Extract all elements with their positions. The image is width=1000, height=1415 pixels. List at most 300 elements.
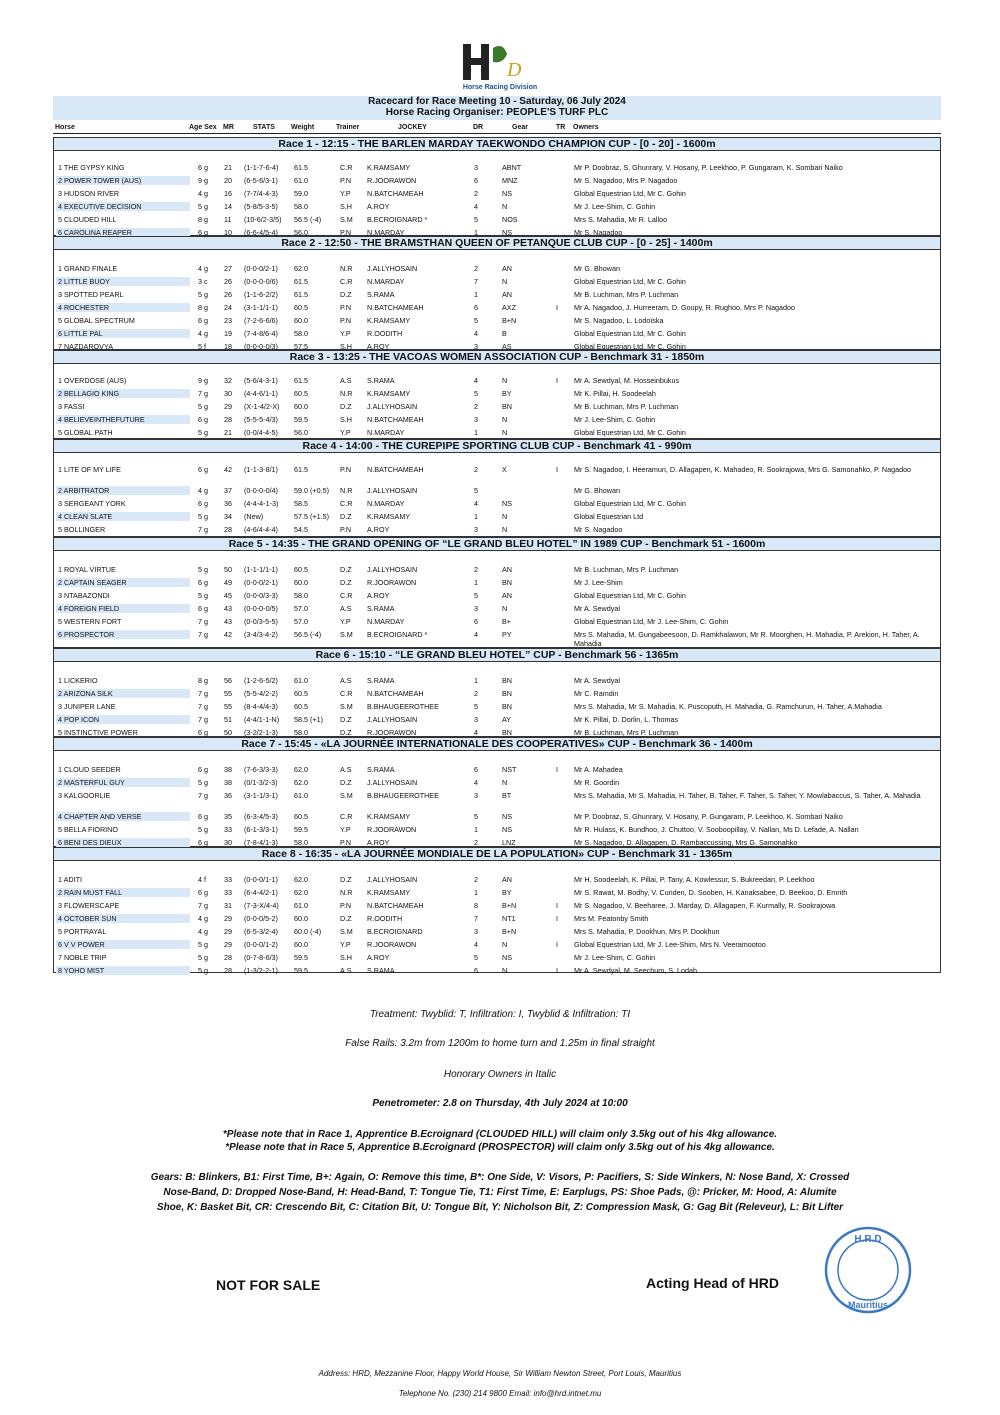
gear: NS bbox=[502, 812, 512, 821]
owners: Mr S. Nagadoo, V. Beeharee, J. Marday, D. Allagapen, F. Kurmally, R. Sookrajowa bbox=[574, 901, 836, 910]
jockey: N.BATCHAMEAH bbox=[367, 465, 424, 474]
stats: (4-4/1-1-N) bbox=[244, 715, 280, 724]
trainer: D.Z bbox=[340, 914, 352, 923]
gear: BT bbox=[502, 791, 512, 800]
trainer: S.M bbox=[340, 630, 353, 639]
horse-name: 5 PORTRAYAL bbox=[58, 927, 107, 936]
trainer: S.M bbox=[340, 702, 353, 711]
age-sex: 4 g bbox=[198, 914, 208, 923]
owners: Global Equestrian Ltd, Mr C. Gohin bbox=[574, 342, 686, 351]
owners: Global Equestrian Ltd, Mr J. Lee-Shim, Mrs N. Veeramootoo bbox=[574, 940, 766, 949]
gear: NST bbox=[502, 765, 517, 774]
horse-name: 1 LICKERIO bbox=[58, 676, 98, 685]
weight: 56.5 (-4) bbox=[294, 215, 322, 224]
weight: 56.0 bbox=[294, 228, 308, 237]
draw: 2 bbox=[474, 689, 478, 698]
horse-name: 1 CLOUD SEEDER bbox=[58, 765, 121, 774]
stats: (4-4-4-1-3) bbox=[244, 499, 279, 508]
gear: ABNT bbox=[502, 163, 522, 172]
horse-name: 6 BENI DES DIEUX bbox=[56, 838, 190, 847]
horse-name: 7 NAZDAROVYA bbox=[58, 342, 113, 351]
age-sex: 5 g bbox=[198, 290, 208, 299]
gear: AS bbox=[502, 342, 512, 351]
owners: Mr S. Nagadoo, I. Heeramun, D. Allagapen, K. Mahadeo, R. Sookrajowa, Mrs G. Samonahko, P. Nagadoo bbox=[574, 465, 912, 474]
weight: 59.0 (+0.5) bbox=[294, 486, 329, 495]
trainer: Y.P bbox=[340, 940, 351, 949]
race-7 bbox=[53, 737, 941, 847]
mr: 29 bbox=[224, 914, 232, 923]
mr: 23 bbox=[224, 316, 232, 325]
jockey: J.ALLYHOSAIN bbox=[367, 778, 418, 787]
mr: 36 bbox=[224, 499, 232, 508]
gear: AXZ bbox=[502, 303, 516, 312]
stats: (3-1-1/1-1) bbox=[244, 303, 278, 312]
horse-name: 5 GLOBAL PATH bbox=[58, 428, 113, 437]
trainer: P.N bbox=[340, 228, 352, 237]
weight: 58.0 bbox=[294, 329, 308, 338]
trainer: S.M bbox=[340, 927, 353, 936]
mr: 37 bbox=[224, 486, 232, 495]
horse-name: 4 FOREIGN FIELD bbox=[56, 604, 190, 613]
gear: BN bbox=[502, 728, 512, 737]
address: Address: HRD, Mezzanine Floor, Happy World House, Sir William Newton Street, Port Louis, Mauritius bbox=[318, 1369, 682, 1378]
age-sex: 5 g bbox=[198, 778, 208, 787]
gear: N bbox=[502, 376, 508, 385]
rails-note: False Rails: 3.2m from 1200m to home turn and 1.25m in final straight bbox=[345, 1038, 655, 1049]
jockey: S.RAMA bbox=[367, 376, 395, 385]
mr: 11 bbox=[224, 215, 232, 224]
horse-name: 7 NOBLE TRIP bbox=[58, 953, 107, 962]
mr: 14 bbox=[224, 202, 232, 211]
weight: 57.0 bbox=[294, 604, 308, 613]
stats: (8-4-4/4-3) bbox=[244, 702, 278, 711]
horse-name: 1 ADITI bbox=[58, 875, 82, 884]
treatment: I bbox=[556, 303, 558, 312]
gear: BN bbox=[502, 578, 512, 587]
draw: 5 bbox=[474, 953, 478, 962]
trainer: D.Z bbox=[340, 290, 352, 299]
weight: 62.0 bbox=[294, 888, 308, 897]
trainer: D.Z bbox=[340, 778, 352, 787]
owners: Mr S. Nagadoo, D. Allagapen, D. Rambaccussing, Mrs G. Samonahko bbox=[574, 838, 798, 847]
stats: (6-6-4/5-4) bbox=[244, 228, 278, 237]
horse-name: 2 LITTLE BUOY bbox=[56, 277, 190, 286]
owners: Global Equestrian Ltd, Mr C. Gohin bbox=[574, 499, 686, 508]
jockey: N.MARDAY bbox=[367, 228, 405, 237]
weight: 60.0 (-4) bbox=[294, 927, 322, 936]
jockey: R.JOORAWON bbox=[367, 940, 417, 949]
mr: 32 bbox=[224, 376, 232, 385]
jockey: K.RAMSAMY bbox=[367, 888, 411, 897]
mr: 28 bbox=[224, 525, 232, 534]
stats: (6-5-3/2-4) bbox=[244, 927, 278, 936]
horse-name: 1 ROYAL VIRTUE bbox=[58, 565, 116, 574]
gear: X bbox=[502, 465, 507, 474]
trainer: N.R bbox=[340, 389, 353, 398]
draw: 4 bbox=[474, 376, 478, 385]
stats: (6-1-3/3-1) bbox=[244, 825, 278, 834]
stats: (0-0/4-4-5) bbox=[244, 428, 278, 437]
gears-legend: Gears: B: Blinkers, B1: First Time, B+: Again, O: Remove this time, B*: One Side, V: Visors, P: Pacifiers, S: Side Winkers, N: Nose Band, X: Crossed Nose-Band, D: Dropped Nose-Band, H: Head-Band, T: Tongue Tie, T1: First Time, E: Earplugs, PS: Shoe Pads, @: Pricker, M: Hood, A: Alumite Shoe, K: Basket Bit, CR: Crescendo Bit, C: Citation Bit, U: Tongue Bit, Y: Nicholson Bit, Z: Compression Mask, G: Gag Bit (Releveur), L: Bit Lifter bbox=[150, 1172, 850, 1213]
horse-name: 3 NTABAZONDI bbox=[58, 591, 110, 600]
stats: (5-5-4/2-2) bbox=[244, 689, 278, 698]
horse-name: 3 SPOTTED PEARL bbox=[58, 290, 124, 299]
treatment: I bbox=[556, 901, 558, 910]
gear: NS bbox=[502, 953, 512, 962]
draw: 1 bbox=[474, 825, 478, 834]
weight: 56.0 bbox=[294, 428, 308, 437]
age-sex: 9 g bbox=[198, 176, 208, 185]
mr: 30 bbox=[224, 389, 232, 398]
jockey: S.RAMA bbox=[367, 676, 395, 685]
trainer: C.R bbox=[340, 163, 353, 172]
age-sex: 6 g bbox=[198, 465, 208, 474]
weight: 61.0 bbox=[294, 676, 308, 685]
trainer: P.N bbox=[340, 465, 352, 474]
col-owners: Owners bbox=[573, 124, 599, 131]
age-sex: 7 g bbox=[198, 715, 208, 724]
weight: 60.0 bbox=[294, 402, 308, 411]
stats: (0-0-0/2-1) bbox=[244, 578, 278, 587]
stats: (New) bbox=[244, 512, 264, 521]
age-sex: 5 g bbox=[198, 940, 208, 949]
jockey: J.ALLYHOSAIN bbox=[367, 264, 418, 273]
col-dr: DR bbox=[473, 124, 484, 131]
trainer: D.Z bbox=[340, 875, 352, 884]
col-horse: Horse bbox=[55, 124, 75, 131]
age-sex: 6 g bbox=[198, 812, 208, 821]
stats: (7-4-8/6-4) bbox=[244, 329, 278, 338]
trainer: P.N bbox=[340, 176, 352, 185]
draw: 7 bbox=[474, 277, 478, 286]
weight: 58.5 (+1) bbox=[294, 715, 323, 724]
stats: (0-0-0-0/6) bbox=[244, 277, 278, 286]
horse-name: 3 JUNIPER LANE bbox=[58, 702, 116, 711]
trainer: C.R bbox=[340, 277, 353, 286]
race-title: Race 5 - 14:35 - THE GRAND OPENING OF “LE GRAND BLEU HOTEL” IN 1989 CUP - Benchmark 51 - 1600m bbox=[54, 538, 940, 551]
age-sex: 5 f bbox=[198, 342, 206, 351]
age-sex: 6 g bbox=[198, 578, 208, 587]
mr: 42 bbox=[224, 465, 232, 474]
mr: 33 bbox=[224, 875, 232, 884]
gear: BN bbox=[502, 689, 512, 698]
draw: 3 bbox=[474, 791, 478, 800]
draw: 5 bbox=[474, 389, 478, 398]
age-sex: 7 g bbox=[198, 617, 208, 626]
horse-name: 4 OCTOBER SUN bbox=[56, 914, 190, 923]
weight: 59.5 bbox=[294, 953, 308, 962]
trainer: D.Z bbox=[340, 715, 352, 724]
claim-note-race5: *Please note that in Race 5, Apprentice B.Ecroignard (PROSPECTOR) will claim only 3.5kg out of his 4kg allowance. bbox=[225, 1142, 775, 1153]
weight: 58.5 bbox=[294, 499, 308, 508]
stats: (X-1-4/2-X) bbox=[244, 402, 280, 411]
draw: 6 bbox=[474, 765, 478, 774]
stats: (4-4-6/1-1) bbox=[244, 389, 278, 398]
stats: (7-8-4/1-3) bbox=[244, 838, 278, 847]
horse-name: 5 BELLA FIORINO bbox=[58, 825, 118, 834]
phone-email: Telephone No. (230) 214 9800 Email: info@hrd.intnet.mu bbox=[398, 1389, 602, 1398]
draw: 5 bbox=[474, 486, 478, 495]
jockey: S.RAMA bbox=[367, 290, 395, 299]
gear: BN bbox=[502, 702, 512, 711]
draw: 2 bbox=[474, 838, 478, 847]
draw: 3 bbox=[474, 163, 478, 172]
owners: Mrs S. Mahadia, M. Gungabeesoon, D. Ramkhalawon, Mr R. Moorghen, H. Mahadia, P. Arekion, H. Taher, A. Mahadia bbox=[574, 630, 920, 648]
trainer: C.R bbox=[340, 689, 353, 698]
stats: (7-2-6-6/6) bbox=[244, 316, 278, 325]
weight: 61.0 bbox=[294, 901, 308, 910]
gear: N bbox=[502, 512, 508, 521]
horse-name: 2 CAPTAIN SEAGER bbox=[56, 578, 190, 587]
weight: 58.0 bbox=[294, 838, 308, 847]
weight: 60.5 bbox=[294, 389, 308, 398]
gear: AN bbox=[502, 264, 512, 273]
weight: 61.0 bbox=[294, 791, 308, 800]
age-sex: 4 g bbox=[198, 329, 208, 338]
owners: Global Equestrian Ltd bbox=[574, 512, 644, 521]
gear: NT1 bbox=[502, 914, 516, 923]
draw: 1 bbox=[474, 290, 478, 299]
age-sex: 7 g bbox=[198, 901, 208, 910]
owners: Mr B. Luchman, Mrs P. Luchman bbox=[574, 565, 679, 574]
mr: 36 bbox=[224, 791, 232, 800]
weight: 59.5 bbox=[294, 415, 308, 424]
weight: 61.5 bbox=[294, 163, 308, 172]
gear: B+N bbox=[502, 901, 517, 910]
gear: N bbox=[502, 525, 508, 534]
draw: 3 bbox=[474, 415, 478, 424]
jockey: B.BHAUGEEROTHEE bbox=[367, 702, 439, 711]
race-title: Race 3 - 13:25 - THE VACOAS WOMEN ASSOCIATION CUP - Benchmark 31 - 1850m bbox=[54, 351, 940, 364]
mr: 43 bbox=[224, 617, 232, 626]
mr: 26 bbox=[224, 290, 232, 299]
owners: Mrs S. Mahadia, Mr S. Mahadia, K. Puscoputh, H. Mahadia, G. Ramchurun, H. Taher, A.Mahadia bbox=[574, 702, 882, 711]
treatment: I bbox=[556, 940, 558, 949]
jockey: K.RAMSAMY bbox=[367, 812, 411, 821]
owners: Mr J. Lee-Shim, C. Gohin bbox=[574, 415, 656, 424]
draw: 4 bbox=[474, 329, 478, 338]
age-sex: 6 g bbox=[198, 316, 208, 325]
stats: (0-0-0-0/3) bbox=[244, 342, 278, 351]
weight: 61.5 bbox=[294, 376, 308, 385]
horse-name: 2 MASTERFUL GUY bbox=[56, 778, 190, 787]
horse-name: 6 PROSPECTOR bbox=[56, 630, 190, 639]
trainer: P.N bbox=[340, 316, 352, 325]
draw: 2 bbox=[474, 465, 478, 474]
race-3 bbox=[53, 350, 941, 439]
gear: N bbox=[502, 202, 508, 211]
draw: 4 bbox=[474, 202, 478, 211]
trainer: S.H bbox=[340, 202, 352, 211]
draw: 5 bbox=[474, 812, 478, 821]
treatment: I bbox=[556, 966, 558, 975]
gear: AN bbox=[502, 290, 512, 299]
horse-name: 5 CLOUDED HILL bbox=[58, 215, 117, 224]
stamp-bottom-text: Mauritius bbox=[847, 1300, 889, 1310]
stats: (0-0-0/1-1) bbox=[244, 875, 278, 884]
weight: 58.0 bbox=[294, 728, 308, 737]
trainer: N.R bbox=[340, 888, 353, 897]
gear: B bbox=[502, 329, 507, 338]
owners: Mr A. Nagadoo, J. Hurreeram, D. Goupy, R. Rughoo, Mrs P. Nagadoo bbox=[574, 303, 796, 312]
owners: Mr P. Doobraz, S. Ghunrary, V. Hosany, P. Leekhoo, P. Gungaram, K. Sombari Naiko bbox=[574, 163, 843, 172]
honorary-note: Honorary Owners in Italic bbox=[443, 1069, 557, 1080]
age-sex: 6 g bbox=[198, 604, 208, 613]
owners: Mr B. Luchman, Mrs P. Luchman bbox=[574, 728, 679, 737]
stats: (6-5-6/3-1) bbox=[244, 176, 278, 185]
weight: 61.5 bbox=[294, 277, 308, 286]
trainer: D.Z bbox=[340, 512, 352, 521]
draw: 3 bbox=[474, 715, 478, 724]
stats: (7-6-3/3-3) bbox=[244, 765, 278, 774]
mr: 29 bbox=[224, 940, 232, 949]
penetrometer-note: Penetrometer: 2.8 on Thursday, 4th July 2024 at 10:00 bbox=[372, 1098, 628, 1109]
trainer: P.N bbox=[340, 838, 352, 847]
horse-name: 4 EXECUTIVE DECISION bbox=[56, 202, 190, 211]
horse-name: 4 BELIEVEINTHEFUTURE bbox=[56, 415, 190, 424]
jockey: N.MARDAY bbox=[367, 428, 405, 437]
stats: (0-0-0/5-2) bbox=[244, 914, 278, 923]
trainer: D.Z bbox=[340, 402, 352, 411]
gear: NS bbox=[502, 499, 512, 508]
draw: 6 bbox=[474, 617, 478, 626]
stats: (5-5-5-4/3) bbox=[244, 415, 278, 424]
race-title: Race 2 - 12:50 - THE BRAMSTHAN QUEEN OF PETANQUE CLUB CUP - [0 - 25] - 1400m bbox=[54, 237, 940, 250]
mr: 34 bbox=[224, 512, 232, 521]
trainer: Y.P bbox=[340, 825, 351, 834]
weight: 60.5 bbox=[294, 303, 308, 312]
stats: (3-4/3-4-2) bbox=[244, 630, 278, 639]
draw: 1 bbox=[474, 228, 478, 237]
gear: LNZ bbox=[502, 838, 516, 847]
weight: 58.0 bbox=[294, 591, 308, 600]
age-sex: 6 g bbox=[198, 888, 208, 897]
jockey: A.ROY bbox=[367, 838, 390, 847]
horse-name: 2 ARBITRATOR bbox=[56, 486, 190, 495]
col-weight: Weight bbox=[291, 124, 315, 131]
owners: Mr C. Ramdin bbox=[574, 689, 619, 698]
owners: Mrs S. Mahadia, Mr R. Lalloo bbox=[574, 215, 668, 224]
weight: 61.5 bbox=[294, 290, 308, 299]
gear: B+N bbox=[502, 927, 517, 936]
age-sex: 6 g bbox=[198, 415, 208, 424]
owners: Mr A. Mahadea bbox=[574, 765, 623, 774]
weight: 62.0 bbox=[294, 264, 308, 273]
mr: 21 bbox=[224, 428, 232, 437]
stats: (0/1-3/2-3) bbox=[244, 778, 278, 787]
mr: 21 bbox=[224, 163, 232, 172]
age-sex: 9 g bbox=[198, 376, 208, 385]
stats: (0-0-0/3-3) bbox=[244, 591, 278, 600]
trainer: S.H bbox=[340, 953, 352, 962]
age-sex: 7 g bbox=[198, 702, 208, 711]
stats: (0-0-0-0/4) bbox=[244, 486, 278, 495]
stats: (5-6/4-3-1) bbox=[244, 376, 278, 385]
col-stats: STATS bbox=[253, 124, 275, 131]
age-sex: 8 g bbox=[198, 215, 208, 224]
jockey: N.BATCHAMEAH bbox=[367, 689, 424, 698]
gear: N bbox=[502, 277, 508, 286]
jockey: N.BATCHAMEAH bbox=[367, 303, 424, 312]
gear: PY bbox=[502, 630, 512, 639]
trainer: A.S bbox=[340, 676, 352, 685]
age-sex: 7 g bbox=[198, 791, 208, 800]
horse-name: 2 POWER TOWER (AUS) bbox=[56, 176, 190, 185]
horse-name: 6 V V POWER bbox=[56, 940, 190, 949]
mr: 55 bbox=[224, 702, 232, 711]
age-sex: 6 g bbox=[198, 163, 208, 172]
draw: 3 bbox=[474, 342, 478, 351]
weight: 56.5 (-4) bbox=[294, 630, 322, 639]
gear: BY bbox=[502, 389, 512, 398]
draw: 5 bbox=[474, 215, 478, 224]
draw: 2 bbox=[474, 264, 478, 273]
jockey: S.RAMA bbox=[367, 966, 395, 975]
draw: 1 bbox=[474, 428, 478, 437]
age-sex: 5 g bbox=[198, 202, 208, 211]
horse-name: 2 RAIN MUST FALL bbox=[56, 888, 190, 897]
horse-name: 5 BOLLINGER bbox=[58, 525, 106, 534]
draw: 4 bbox=[474, 728, 478, 737]
jockey: R.JOORAWON bbox=[367, 578, 417, 587]
age-sex: 6 g bbox=[198, 228, 208, 237]
weight: 60.5 bbox=[294, 702, 308, 711]
draw: 6 bbox=[474, 303, 478, 312]
col-trainer: Trainer bbox=[336, 124, 360, 131]
weight: 62.0 bbox=[294, 778, 308, 787]
age-sex: 5 g bbox=[198, 591, 208, 600]
acting-head: Acting Head of HRD bbox=[646, 1275, 779, 1291]
horse-name: 3 SERGEANT YORK bbox=[58, 499, 126, 508]
weight: 61.5 bbox=[294, 465, 308, 474]
age-sex: 5 g bbox=[198, 966, 208, 975]
owners: Mr K. Pillai, D. Dorlin, L. Thomas bbox=[574, 715, 679, 724]
trainer: C.R bbox=[340, 591, 353, 600]
weight: 58.0 bbox=[294, 202, 308, 211]
trainer: D.Z bbox=[340, 728, 352, 737]
stats: (3-1-1/3-1) bbox=[244, 791, 278, 800]
age-sex: 5 g bbox=[198, 953, 208, 962]
mr: 42 bbox=[224, 630, 232, 639]
owners: Mr S. Nagadoo bbox=[574, 525, 623, 534]
age-sex: 4 g bbox=[198, 927, 208, 936]
race-2 bbox=[53, 236, 941, 350]
owners: Mr B. Luchman, Mrs P. Luchman bbox=[574, 290, 679, 299]
mr: 45 bbox=[224, 591, 232, 600]
mr: 30 bbox=[224, 838, 232, 847]
gear: NOS bbox=[502, 215, 518, 224]
draw: 4 bbox=[474, 499, 478, 508]
treatment: I bbox=[556, 465, 558, 474]
trainer: A.S bbox=[340, 604, 352, 613]
age-sex: 4 f bbox=[198, 875, 206, 884]
stats: (6-4-4/2-1) bbox=[244, 888, 278, 897]
gear: N bbox=[502, 966, 508, 975]
mr: 38 bbox=[224, 778, 232, 787]
jockey: S.RAMA bbox=[367, 765, 395, 774]
owners: Mrs S. Mahadia, P. Dookhun, Mrs P. Dookhun bbox=[574, 927, 720, 936]
draw: 2 bbox=[474, 565, 478, 574]
owners: Mr H. Soodeelah, K. Pillai, P. Tany, A. Kowlessur, S. Bukreedan, P. Leekhoo bbox=[574, 875, 815, 884]
mr: 24 bbox=[224, 303, 232, 312]
trainer: S.H bbox=[340, 415, 352, 424]
treatment: I bbox=[556, 376, 558, 385]
mr: 33 bbox=[224, 825, 232, 834]
horse-name: 2 ARIZONA SILK bbox=[56, 689, 190, 698]
race-5 bbox=[53, 537, 941, 648]
owners: Mr A. Sewdyal, M. Hosseinbukus bbox=[574, 376, 680, 385]
owners: Mr J. Lee-Shim, C. Gohin bbox=[574, 953, 656, 962]
